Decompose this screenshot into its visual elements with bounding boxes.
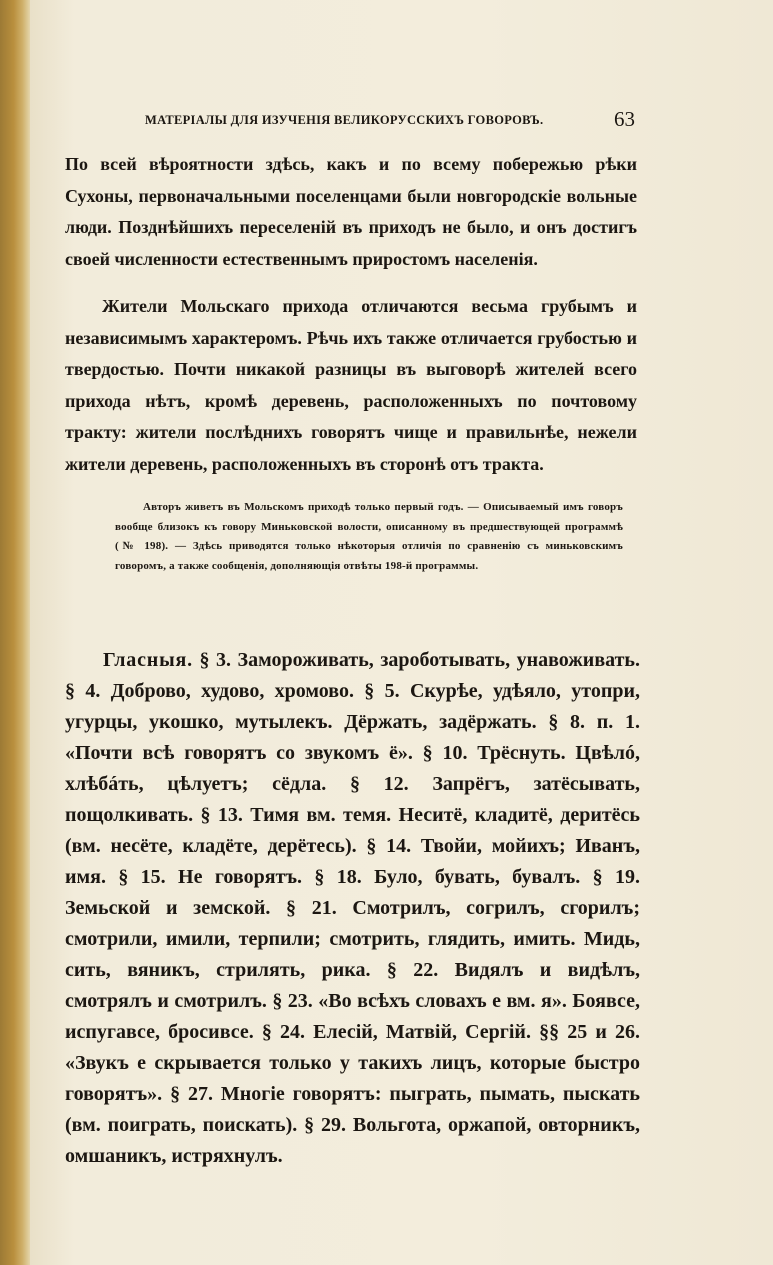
section-lead: Гласныя.	[103, 649, 193, 671]
page-header	[145, 107, 635, 131]
paragraph-3	[65, 645, 640, 1172]
page-number: 63	[614, 107, 635, 131]
paragraph-3-text: § 3. Замороживать, зароботывать, унавоживать. § 4. Доброво, худово, хромово. § 5. Скурѣе, удѣяло, утопри, угурцы, укошко, мутылекъ. Дёржать, задёржать. § 8. п. 1. «Почти всѣ говорятъ со звукомъ ё». § 10. Трёснуть. Цвѣлó, хлѣбáть, цѣлуетъ; сёдла. § 12. Запрёгъ, затёсывать, пощолкивать. § 13. Тимя вм. темя. Неситё, кладитё, деритёсь (вм. несёте, кладёте, дерётесь). § 14. Твойи, мойихъ; Иванъ, имя. § 15. Не говорятъ. § 18. Було, бувать, бувалъ. § 19. Земьской и земской. § 21. Смотрилъ, согрилъ, сгорилъ; смотрили, имили, терпили; смотрить, глядить, имить. Мидь, сить, вяникъ, стрилять, рика. § 22. Видялъ и видѣлъ, смотрялъ и смотрилъ. § 23. «Во всѣхъ словахъ е вм. я». Боявсе, испугавсе, бросивсе. § 24. Елесій, Матвій, Сергій. §§ 25 и 26. «Звукъ е скрывается только у такихъ лицъ, которые быстро говорятъ». § 27. Многіе говорятъ: пыграть, пымать, пыскать (вм. поиграть, поискать). § 29. Вольгота, оржапой, овторникъ, омшаникъ, истряхнулъ.	[65, 649, 640, 1167]
paragraph-2: Жители Мольскаго прихода отличаются весьма грубымъ и независимымъ характеромъ. Рѣчь ихъ также отличается грубостью и твердостью. Почти никакой разницы въ выговорѣ жителей всего прихода нѣтъ, кромѣ деревень, расположенныхъ по почтовому тракту: жители послѣднихъ говорятъ чище и правильнѣе, нежели жители деревень, расположенныхъ въ сторонѣ отъ тракта.	[65, 296, 637, 474]
book-spine	[0, 0, 30, 1265]
paragraph-1: По всей вѣроятности здѣсь, какъ и по всему побережью рѣки Сухоны, первоначальными поселенцами были новгородскіе вольные люди. Позднѣйшихъ переселеній въ приходъ не было, и онъ достигъ своей численности естественнымъ приростомъ населенія.	[65, 154, 637, 269]
running-title: МАТЕРІАЛЫ ДЛЯ ИЗУЧЕНІЯ ВЕЛИКОРУССКИХЪ ГОВОРОВЪ.	[145, 113, 544, 127]
footnote: Авторъ живетъ въ Мольскомъ приходѣ только первый годъ. — Описываемый имъ говоръ вообще близокъ къ говору Миньковской волости, описанному въ предшествующей программѣ (№ 198). — Здѣсь приводятся только нѣкоторыя отличія по сравненію съ миньковскимъ говоромъ, а также сообщенія, дополняющія отвѣты 198-й программы.	[115, 501, 623, 572]
